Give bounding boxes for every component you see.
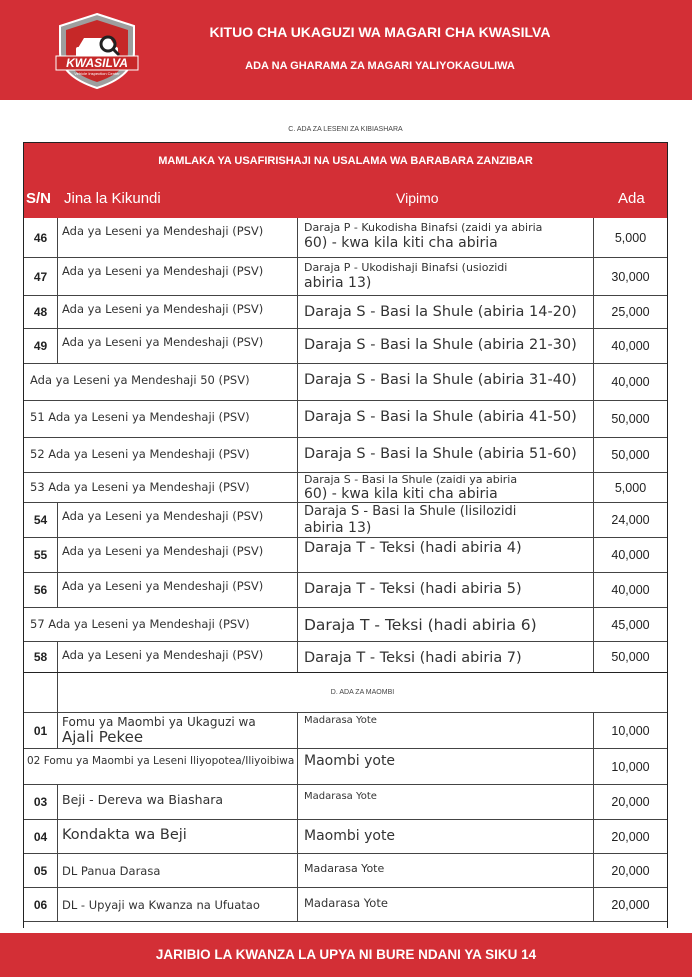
table-row [24, 218, 667, 258]
row-vipimo: Daraja T - Teksi (hadi abiria 4) [298, 538, 594, 572]
table-row [24, 608, 667, 642]
row-vipimo-line1: Daraja S - Basi la Shule (zaidi ya abiria [304, 473, 518, 486]
row-ada: 50,000 [611, 448, 650, 462]
page-title: KITUO CHA UKAGUZI WA MAGARI CHA KWASILVA [209, 24, 551, 40]
table-header-row [24, 181, 667, 218]
footer-notice: JARIBIO LA KWANZA LA UPYA NI BURE NDANI YA SIKU 14 [155, 947, 537, 962]
row-name: Kondakta wa Beji [58, 820, 298, 853]
row-vipimo [298, 473, 594, 502]
row-vipimo-line2: abiria 13) [304, 520, 372, 536]
table-row [24, 503, 667, 538]
row-name: Ada ya Leseni ya Mendeshaji (PSV) [58, 538, 298, 572]
header-vipimo: Vipimo [396, 190, 439, 206]
row-name: Ada ya Leseni ya Mendeshaji 50 (PSV) [24, 364, 298, 400]
row-sn: 01 [24, 713, 58, 748]
header-sn: S/N [26, 190, 52, 207]
row-name: 52 Ada ya Leseni ya Mendeshaji (PSV) [24, 438, 298, 472]
row-name: Ada ya Leseni ya Mendeshaji (PSV) [58, 573, 298, 607]
row-name [58, 713, 298, 748]
page-subtitle: ADA NA GHARAMA ZA MAGARI YALIYOKAGULIWA [245, 60, 515, 72]
row-ada: 40,000 [611, 375, 650, 389]
table-row [24, 401, 667, 438]
row-name: DL - Upyaji wa Kwanza na Ufuatao [58, 888, 298, 921]
table-row [24, 713, 667, 749]
header-ada: Ada [618, 190, 645, 207]
table-row [24, 785, 667, 820]
row-vipimo [298, 258, 594, 295]
row-name: Ada ya Leseni ya Mendeshaji (PSV) [58, 642, 298, 672]
section-c-label: C. ADA ZA LESENI ZA KIBIASHARA [288, 126, 403, 133]
row-name-line2: Ajali Pekee [62, 728, 144, 746]
svg-text:Vehicle Inspection Center: Vehicle Inspection Center [74, 71, 120, 76]
row-vipimo: Daraja S - Basi la Shule (abiria 31-40) [298, 364, 594, 400]
row-ada: 40,000 [611, 339, 650, 353]
page-header [0, 0, 692, 100]
table-row [24, 538, 667, 573]
row-vipimo-line1: Daraja S - Basi la Shule (lisilozidi [304, 504, 517, 519]
row-name-line1: Fomu ya Maombi ya Ukaguzi wa [62, 715, 256, 729]
header-name: Jina la Kikundi [64, 190, 161, 207]
svg-text:KWASILVA: KWASILVA [66, 56, 128, 70]
row-ada: 24,000 [611, 513, 650, 527]
row-sn: 05 [24, 854, 58, 887]
row-vipimo: Madarasa Yote [298, 854, 594, 887]
row-vipimo: Daraja S - Basi la Shule (abiria 21-30) [298, 329, 594, 363]
row-ada: 5,000 [614, 480, 647, 495]
row-vipimo-line2: 60) - kwa kila kiti cha abiria [304, 486, 498, 502]
row-vipimo: Maombi yote [298, 749, 594, 784]
table-row [24, 749, 667, 785]
row-sn: 54 [24, 503, 58, 537]
table-row [24, 642, 667, 673]
row-vipimo-line1: Daraja P - Kukodisha Binafsi (zaidi ya abiria [304, 221, 543, 234]
row-vipimo: Daraja T - Teksi (hadi abiria 7) [298, 642, 594, 672]
table-row [24, 296, 667, 329]
row-sn: 55 [24, 538, 58, 572]
row-name: 53 Ada ya Leseni ya Mendeshaji (PSV) [24, 473, 298, 502]
page-footer [0, 933, 692, 977]
row-name: Ada ya Leseni ya Mendeshaji (PSV) [58, 218, 298, 257]
row-vipimo: Madarasa Yote [298, 713, 594, 748]
row-name: Ada ya Leseni ya Mendeshaji (PSV) [58, 296, 298, 328]
row-sn: 58 [24, 642, 58, 672]
row-ada: 20,000 [611, 897, 650, 912]
row-name: Ada ya Leseni ya Mendeshaji (PSV) [58, 503, 298, 537]
table-row [24, 438, 667, 473]
row-ada: 50,000 [611, 650, 650, 664]
row-ada: 30,000 [611, 269, 650, 284]
row-sn: 06 [24, 888, 58, 921]
row-name: Ada ya Leseni ya Mendeshaji (PSV) [58, 329, 298, 363]
row-ada: 45,000 [611, 617, 650, 632]
row-sn: 56 [24, 573, 58, 607]
row-sn: 04 [24, 820, 58, 853]
table-row [24, 258, 667, 296]
row-name: Beji - Dereva wa Biashara [58, 785, 298, 819]
table-row [24, 573, 667, 608]
table-row [24, 820, 667, 854]
row-ada: 10,000 [611, 759, 650, 774]
row-vipimo: Daraja T - Teksi (hadi abiria 6) [298, 608, 594, 641]
row-ada: 40,000 [611, 583, 650, 597]
table-row [24, 473, 667, 503]
row-name: DL Panua Darasa [58, 854, 298, 887]
kwasilva-logo [54, 12, 140, 90]
row-vipimo: Daraja S - Basi la Shule (abiria 41-50) [298, 401, 594, 437]
row-sn: 46 [24, 218, 58, 257]
row-ada: 50,000 [611, 412, 650, 426]
table-row [24, 329, 667, 364]
row-ada: 10,000 [611, 723, 650, 738]
row-vipimo [298, 503, 594, 537]
row-ada: 5,000 [614, 230, 647, 245]
row-vipimo: Daraja T - Teksi (hadi abiria 5) [298, 573, 594, 607]
section-d-label: D. ADA ZA MAOMBI [330, 689, 395, 696]
row-name: 51 Ada ya Leseni ya Mendeshaji (PSV) [24, 401, 298, 437]
row-sn: 48 [24, 296, 58, 328]
row-ada: 20,000 [611, 863, 650, 878]
row-vipimo: Maombi yote [298, 820, 594, 853]
fees-table [23, 142, 668, 928]
row-sn: 49 [24, 329, 58, 363]
table-row [24, 364, 667, 401]
row-vipimo: Daraja S - Basi la Shule (abiria 14-20) [298, 296, 594, 328]
row-sn: 47 [24, 258, 58, 295]
section-d-sn-cell [24, 673, 58, 712]
authority-title: MAMLAKA YA USAFIRISHAJI NA USALAMA WA BARABARA ZANZIBAR [158, 155, 533, 167]
row-name: 57 Ada ya Leseni ya Mendeshaji (PSV) [24, 608, 298, 641]
section-d-row [24, 673, 667, 713]
row-ada: 20,000 [611, 829, 650, 844]
row-ada: 20,000 [611, 795, 650, 809]
row-sn: 03 [24, 785, 58, 819]
row-vipimo-line1: Daraja P - Ukodishaji Binafsi (usiozidi [304, 261, 508, 274]
row-vipimo-line2: 60) - kwa kila kiti cha abiria [304, 235, 498, 251]
row-vipimo [298, 218, 594, 257]
row-vipimo: Madarasa Yote [298, 785, 594, 819]
row-ada: 25,000 [611, 305, 650, 319]
row-name: 02 Fomu ya Maombi ya Leseni Iliyopotea/Iliyoibiwa [24, 749, 298, 784]
table-row [24, 854, 667, 888]
row-vipimo: Daraja S - Basi la Shule (abiria 51-60) [298, 438, 594, 472]
table-row [24, 888, 667, 922]
authority-band [24, 143, 667, 181]
row-vipimo: Madarasa Yote [298, 888, 594, 921]
row-ada: 40,000 [611, 548, 650, 562]
row-name: Ada ya Leseni ya Mendeshaji (PSV) [58, 258, 298, 295]
row-vipimo-line2: abiria 13) [304, 275, 372, 291]
